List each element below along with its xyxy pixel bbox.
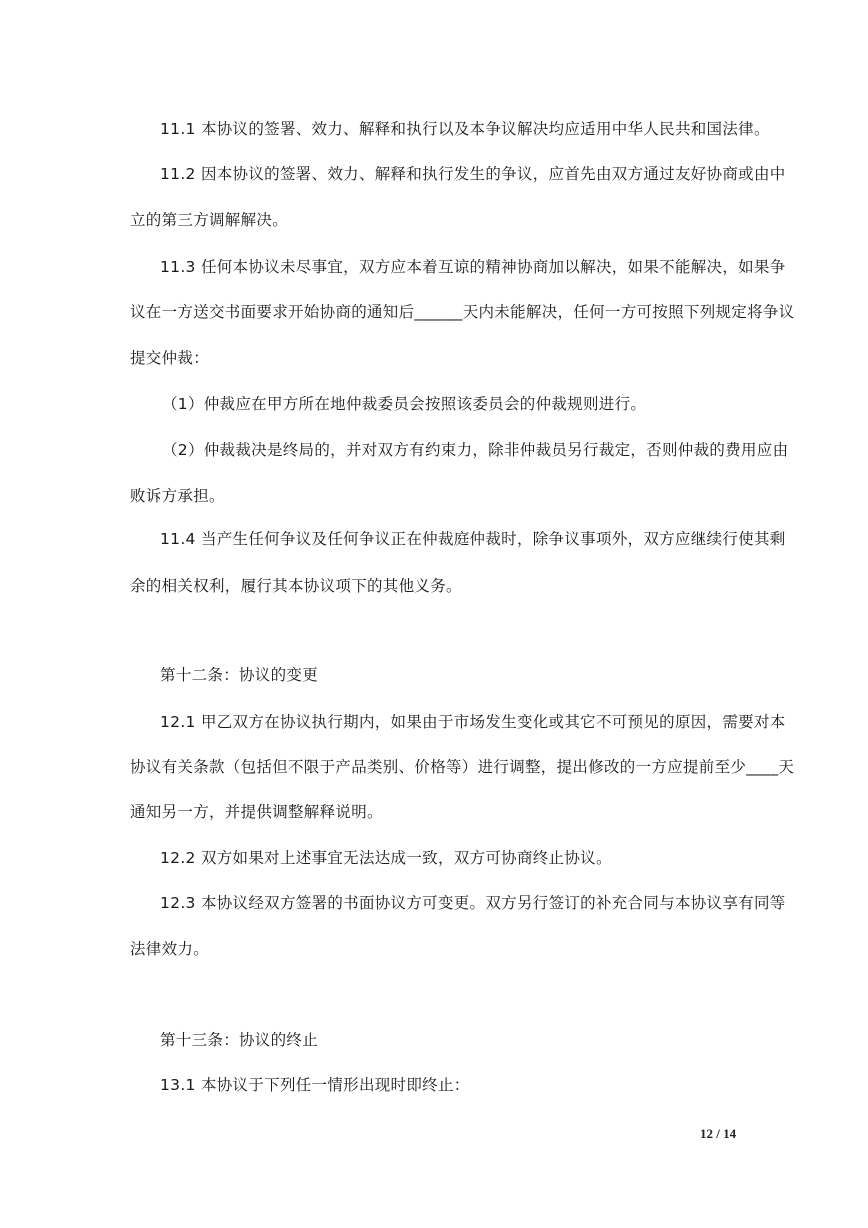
clause-12-3-line-2: 法律效力。: [130, 940, 210, 958]
clause-11-4-line-1: 11.4 当产生任何争议及任何争议正在仲裁庭仲裁时，除争议事项外，双方应继续行使其剩: [160, 530, 786, 548]
clause-12-1-line-2: 协议有关条款（包括但不限于产品类别、价格等）进行调整，提出修改的一方应提前至少____天: [130, 758, 795, 776]
clause-12-3-line-1: 12.3 本协议经双方签署的书面协议方可变更。双方另行签订的补充合同与本协议享有同等: [160, 894, 786, 912]
clause-11-3-line-3: 提交仲裁：: [130, 349, 210, 367]
clause-11-2-line-1: 11.2 因本协议的签署、效力、解释和执行发生的争议，应首先由双方通过友好协商或由中: [160, 165, 786, 183]
article-12-heading: 第十二条：协议的变更: [160, 666, 319, 684]
clause-12-1-line-3: 通知另一方，并提供调整解释说明。: [130, 803, 383, 821]
clause-11-3-line-1: 11.3 任何本协议未尽事宜，双方应本着互谅的精神协商加以解决，如果不能解决，如果争: [160, 258, 786, 276]
clause-13-1-line: 13.1 本协议于下列任一情形出现时即终止：: [160, 1076, 470, 1094]
clause-11-3-line-2: 议在一方送交书面要求开始协商的通知后______天内未能解决，任何一方可按照下列规定将争议: [130, 303, 795, 321]
arbitration-item-2-line-1: （2）仲裁裁决是终局的，并对双方有约束力，除非仲裁员另行裁定，否则仲裁的费用应由: [162, 441, 789, 459]
article-13-heading: 第十三条：协议的终止: [160, 1031, 319, 1049]
clause-12-1-line-1: 12.1 甲乙双方在协议执行期内，如果由于市场发生变化或其它不可预见的原因，需要对本: [160, 713, 786, 731]
arbitration-item-2-line-2: 败诉方承担。: [130, 487, 225, 505]
page-number: 12 / 14: [700, 1126, 737, 1141]
clause-12-2-line: 12.2 双方如果对上述事宜无法达成一致，双方可协商终止协议。: [160, 849, 612, 867]
clause-11-4-line-2: 余的相关权利，履行其本协议项下的其他义务。: [130, 577, 462, 595]
clause-11-2-line-2: 立的第三方调解解决。: [130, 211, 289, 229]
clause-11-1-line: 11.1 本协议的签署、效力、解释和执行以及本争议解决均应适用中华人民共和国法律。: [160, 120, 770, 138]
arbitration-item-1: （1）仲裁应在甲方所在地仲裁委员会按照该委员会的仲裁规则进行。: [162, 395, 647, 413]
